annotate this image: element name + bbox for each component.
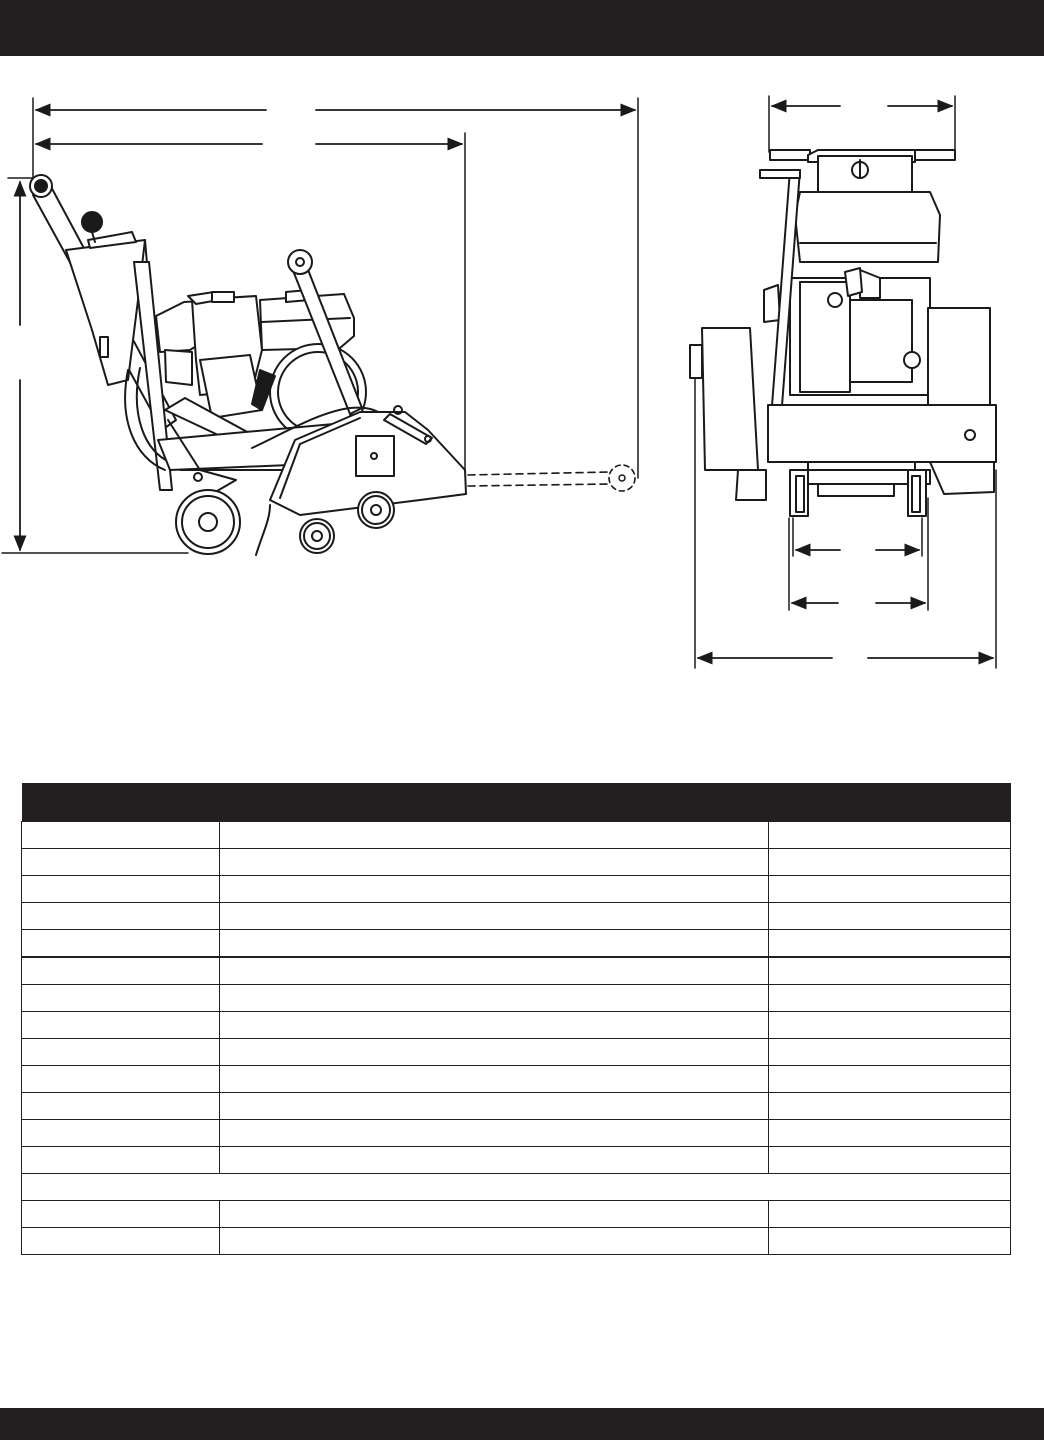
table-cell <box>220 848 769 875</box>
table-row <box>22 1092 1011 1119</box>
table-row <box>22 1038 1011 1065</box>
table-cell <box>769 1011 1011 1038</box>
table-cell <box>769 1227 1011 1254</box>
table-cell <box>22 1092 220 1119</box>
table-row <box>22 984 1011 1011</box>
side-view-machine <box>30 175 466 555</box>
table-cell <box>220 1200 769 1227</box>
table-cell <box>769 821 1011 848</box>
table-cell <box>769 1092 1011 1119</box>
table-cell <box>769 984 1011 1011</box>
table-cell <box>220 929 769 957</box>
table-cell <box>220 902 769 929</box>
header-bar <box>0 0 1044 56</box>
table-cell <box>22 957 220 985</box>
header-cell <box>769 783 1011 821</box>
table-cell <box>769 957 1011 985</box>
table-cell <box>769 1200 1011 1227</box>
table-cell <box>220 1065 769 1092</box>
table-cell <box>22 1119 220 1146</box>
table-cell <box>22 848 220 875</box>
footer-bar <box>0 1408 1044 1440</box>
table-cell <box>22 1146 220 1173</box>
table-row <box>22 821 1011 848</box>
table-row <box>22 902 1011 929</box>
header-cell <box>22 783 220 821</box>
table-cell <box>22 1011 220 1038</box>
table-cell <box>769 875 1011 902</box>
table-cell <box>769 1146 1011 1173</box>
table-row <box>22 1119 1011 1146</box>
table-cell <box>22 1200 220 1227</box>
table-cell <box>220 957 769 985</box>
table-cell <box>22 1038 220 1065</box>
table-cell <box>220 1119 769 1146</box>
table-cell <box>220 984 769 1011</box>
saw-dimension-drawing <box>0 56 1044 716</box>
table-cell <box>220 1227 769 1254</box>
table-cell <box>22 821 220 848</box>
table-row <box>22 929 1011 957</box>
table-cell <box>220 875 769 902</box>
table-cell <box>769 1065 1011 1092</box>
table-row <box>22 1227 1011 1254</box>
table-cell <box>220 1092 769 1119</box>
table-row <box>22 875 1011 902</box>
table-group-row <box>22 1173 1011 1200</box>
specifications-table <box>21 783 1011 1255</box>
table-cell <box>22 1227 220 1254</box>
table-cell <box>769 848 1011 875</box>
table-row <box>22 1146 1011 1173</box>
table-cell <box>769 902 1011 929</box>
table-cell <box>22 875 220 902</box>
table-cell <box>22 929 220 957</box>
table-cell <box>769 1119 1011 1146</box>
table-header-row <box>22 783 1011 821</box>
table-cell <box>220 1146 769 1173</box>
table-row <box>22 1011 1011 1038</box>
table-cell <box>220 821 769 848</box>
table-row <box>22 1200 1011 1227</box>
table-cell <box>22 984 220 1011</box>
table-row <box>22 1065 1011 1092</box>
table-cell <box>22 902 220 929</box>
table-cell <box>769 1038 1011 1065</box>
table-cell <box>22 1173 1011 1200</box>
table-cell <box>769 929 1011 957</box>
table-body <box>22 821 1011 1254</box>
table-cell <box>220 1011 769 1038</box>
table-row <box>22 957 1011 985</box>
table-row <box>22 848 1011 875</box>
header-cell <box>220 783 769 821</box>
front-view-machine <box>690 150 996 516</box>
table-cell <box>22 1065 220 1092</box>
table-cell <box>220 1038 769 1065</box>
